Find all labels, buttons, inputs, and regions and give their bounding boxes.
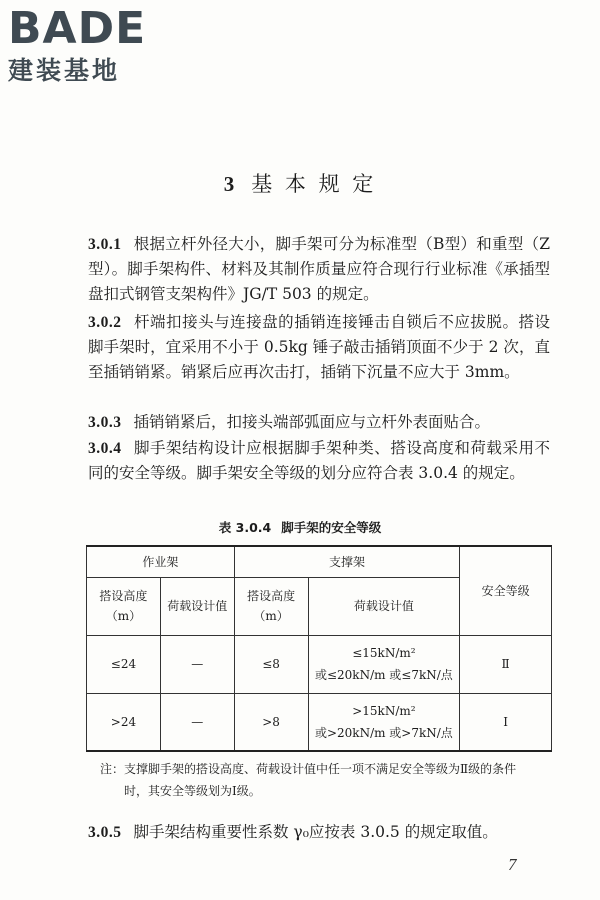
cell-grade: Ⅱ <box>460 635 552 693</box>
header-work-scaffold: 作业架 <box>87 546 235 577</box>
clause-3-0-4 <box>88 436 550 486</box>
note-line-2: 时，其安全等级划为Ⅰ级。 <box>124 784 261 798</box>
cell-support-load: >15kN/m² 或>20kN/m 或>7kN/点 <box>308 693 460 751</box>
table-header-row <box>87 546 552 577</box>
header-work-load: 荷载设计值 <box>160 577 234 635</box>
cell-grade: Ⅰ <box>460 693 552 751</box>
note-line-1: 注：支撑脚手架的搭设高度、荷载设计值中任一项不满足安全等级为Ⅱ级的条件 <box>100 762 517 776</box>
chapter-heading: 基 本 规 定 <box>251 172 377 196</box>
clause-text: 插销销紧后，扣接头端部弧面应与立杆外表面贴合。 <box>133 413 491 431</box>
chapter-title <box>0 168 600 198</box>
clause-number: 3.0.4 <box>88 440 122 457</box>
table-note <box>100 758 552 802</box>
header-support-scaffold: 支撑架 <box>234 546 460 577</box>
logo <box>8 3 178 88</box>
clause-text: 脚手架结构设计应根据脚手架种类、搭设高度和荷载采用不同的安全等级。脚手架安全等级的划分应符合表 3.0.4 的规定。 <box>88 439 550 483</box>
clause-number: 3.0.3 <box>88 414 122 431</box>
header-work-height: 搭设高度 （m） <box>87 577 161 635</box>
clause-3-0-2 <box>88 310 550 386</box>
clause-number: 3.0.2 <box>88 314 122 331</box>
table-row <box>87 635 552 693</box>
chapter-number: 3 <box>223 172 238 196</box>
clause-number: 3.0.1 <box>88 236 122 253</box>
cell-work-height: ≤24 <box>87 635 161 693</box>
clause-3-0-3 <box>88 410 550 435</box>
clause-number: 3.0.5 <box>88 824 122 841</box>
logo-text-cn: 建装基地 <box>8 56 121 85</box>
header-support-load: 荷载设计值 <box>308 577 460 635</box>
header-support-height: 搭设高度 （m） <box>234 577 308 635</box>
clause-3-0-1 <box>88 232 550 308</box>
clause-text: 根据立杆外径大小，脚手架可分为标准型（B型）和重型（Z型）。脚手架构件、材料及其制作质量应符合现行行业标准《承插型盘扣式钢管支架构件》JG/T 503 的规定。 <box>88 235 550 304</box>
cell-support-height: >8 <box>234 693 308 751</box>
header-safety-grade: 安全等级 <box>460 546 552 635</box>
table-caption <box>0 518 600 536</box>
clause-3-0-5 <box>88 820 550 845</box>
table-caption-number: 表 3.0.4 <box>218 520 272 535</box>
table-caption-title: 脚手架的安全等级 <box>281 520 382 535</box>
clause-text: 杆端扣接头与连接盘的插销连接锤击自锁后不应拔脱。搭设脚手架时，宜采用不小于 0.5kg 锤子敲击插销顶面不少于 2 次，直至插销销紧。销紧后应再次击打，插销下沉量不应大于 3mm。 <box>88 313 550 382</box>
clause-text: 脚手架结构重要性系数 γ₀应按表 3.0.5 的规定取值。 <box>133 823 498 841</box>
table-row <box>87 693 552 751</box>
cell-work-load: — <box>160 635 234 693</box>
cell-support-height: ≤8 <box>234 635 308 693</box>
cell-work-load: — <box>160 693 234 751</box>
logo-text-en: BADE <box>8 3 147 54</box>
safety-grade-table <box>86 545 552 752</box>
page-number: 7 <box>508 855 517 874</box>
cell-work-height: >24 <box>87 693 161 751</box>
cell-support-load: ≤15kN/m² 或≤20kN/m 或≤7kN/点 <box>308 635 460 693</box>
